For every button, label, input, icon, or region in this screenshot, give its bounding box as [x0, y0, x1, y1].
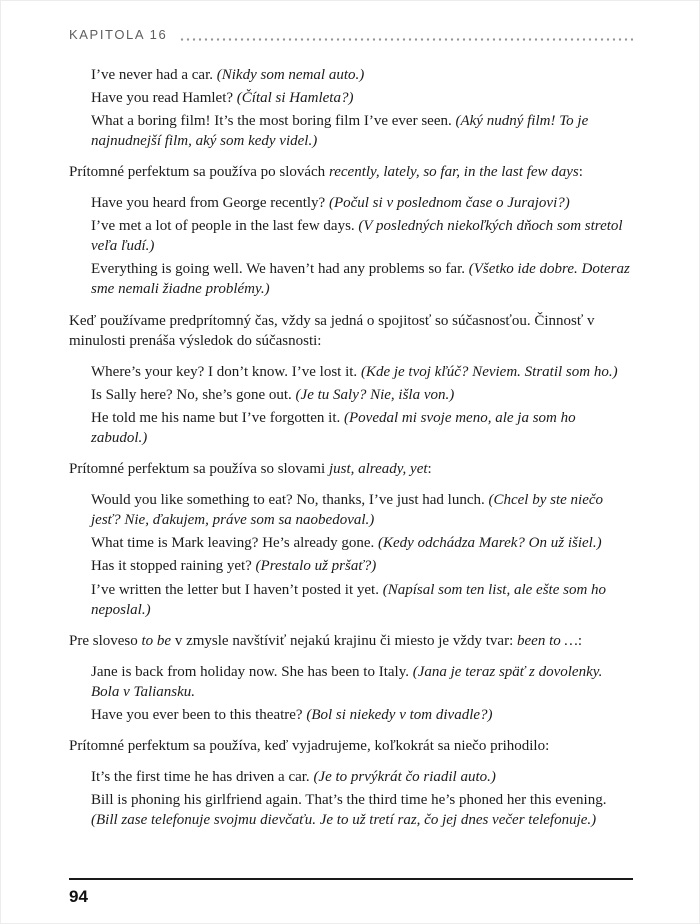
italic-text: (Aký nudný film! To je najnudnejší film, aký som kedy videl.) — [91, 112, 589, 149]
italic-text: been to … — [517, 632, 578, 649]
rule-paragraph — [69, 311, 633, 351]
roman-text: Where’s your key? I don’t know. I’ve lost it. — [91, 363, 361, 380]
footer-rule — [69, 878, 633, 880]
italic-text: (Všetko ide dobre. Doteraz sme nemali žiadne problémy.) — [91, 261, 630, 298]
example-item — [91, 111, 633, 151]
roman-text: Have you ever been to this theatre? — [91, 707, 307, 724]
roman-text: : — [578, 163, 583, 180]
italic-text: (Bol si niekedy v tom divadle?) — [306, 707, 493, 724]
italic-text: (V posledných niekoľkých dňoch som stretol veľa ľudí.) — [91, 218, 623, 255]
roman-text: : — [427, 461, 432, 478]
example-item — [91, 408, 633, 448]
roman-text: Everything is going well. We haven’t had any problems so far. — [91, 261, 469, 278]
rule-paragraph — [69, 736, 633, 756]
example-item — [91, 193, 633, 213]
italic-text: (Počul si v poslednom čase o Jurajovi?) — [328, 195, 570, 212]
roman-text: Prítomné perfektum sa používa so slovami — [69, 461, 329, 478]
roman-text: : — [577, 632, 582, 649]
rule-paragraph — [69, 631, 633, 651]
italic-text: (Čítal si Hamleta?) — [236, 89, 354, 106]
example-item — [91, 790, 633, 830]
example-group — [91, 490, 633, 620]
roman-text: It’s the first time he has driven a car. — [91, 769, 314, 786]
chapter-label: KAPITOLA 16 — [69, 27, 168, 42]
example-item — [91, 385, 633, 405]
example-group — [91, 767, 633, 830]
roman-text: Bill is phoning his girlfriend again. That’s the third time he’s phoned her this evening. — [91, 792, 607, 809]
example-group — [91, 193, 633, 299]
roman-text: He told me his name but I’ve forgotten it. — [91, 409, 345, 426]
italic-text: recently, lately, so far, in the last few days — [328, 163, 579, 180]
italic-text: (Je tu Saly? Nie, išla von.) — [295, 386, 455, 403]
roman-text: Keď používame predprítomný čas, vždy sa jedná o spojitosť so súčasnosťou. Činnosť v minulosti prenáša výsledok do súčasnosti: — [69, 312, 595, 349]
example-group — [91, 362, 633, 448]
example-item — [91, 259, 633, 299]
example-item — [91, 216, 633, 256]
example-item — [91, 88, 633, 108]
example-item — [91, 662, 633, 702]
roman-text: Would you like something to eat? No, thanks, I’ve just had lunch. — [91, 492, 489, 509]
roman-text: Have you read Hamlet? — [91, 89, 237, 106]
roman-text: Prítomné perfektum sa používa po slovách — [69, 163, 329, 180]
example-item — [91, 556, 633, 576]
example-item — [91, 490, 633, 530]
italic-text: (Prestalo už pršať?) — [255, 558, 377, 575]
rule-paragraph — [69, 459, 633, 479]
roman-text: Have you heard from George recently? — [91, 195, 329, 212]
italic-text: (Povedal mi svoje meno, ale ja som ho zabudol.) — [91, 409, 576, 446]
example-item — [91, 533, 633, 553]
roman-text: Has it stopped raining yet? — [91, 558, 256, 575]
example-item — [91, 580, 633, 620]
italic-text: to be — [141, 632, 172, 649]
page-footer — [69, 878, 633, 907]
example-item — [91, 705, 633, 725]
italic-text: (Bill zase telefonuje svojmu dievčaťu. Je to už tretí raz, čo jej dnes večer telefonuje.) — [91, 812, 597, 829]
rule-paragraph — [69, 162, 633, 182]
roman-text: What a boring film! It’s the most boring film I’ve ever seen. — [91, 112, 456, 129]
content — [69, 65, 633, 831]
italic-text: (Nikdy som nemal auto.) — [216, 66, 365, 83]
roman-text: Prítomné perfektum sa používa, keď vyjadrujeme, koľkokrát sa niečo prihodilo: — [69, 738, 550, 755]
italic-text: (Napísal som ten list, ale ešte som ho neposlal.) — [91, 581, 607, 618]
roman-text: Is Sally here? No, she’s gone out. — [91, 386, 296, 403]
roman-text: I’ve never had a car. — [91, 66, 217, 83]
roman-text: I’ve written the letter but I haven’t posted it yet. — [91, 581, 383, 598]
roman-text: What time is Mark leaving? He’s already gone. — [91, 535, 378, 552]
example-item — [91, 362, 633, 382]
roman-text: Pre sloveso — [69, 632, 142, 649]
page-number: 94 — [69, 887, 88, 906]
italic-text: (Je to prvýkrát čo riadil auto.) — [313, 769, 496, 786]
roman-text: v zmysle navštíviť nejakú krajinu či miesto je vždy tvar: — [171, 632, 517, 649]
italic-text: (Kde je tvoj kľúč? Neviem. Stratil som ho.) — [360, 363, 618, 380]
dotted-rule — [179, 38, 633, 41]
example-item — [91, 65, 633, 85]
example-item — [91, 767, 633, 787]
page-header — [69, 27, 633, 43]
example-group — [91, 662, 633, 725]
italic-text: just, already, yet — [328, 461, 428, 478]
italic-text: (Jana je teraz späť z dovolenky. Bola v Taliansku. — [91, 663, 603, 700]
italic-text: (Chcel by ste niečo jesť? Nie, ďakujem, práve som sa naobedoval.) — [91, 492, 604, 529]
roman-text: Jane is back from holiday now. She has been to Italy. — [91, 663, 413, 680]
example-group — [91, 65, 633, 151]
roman-text: I’ve met a lot of people in the last few days. — [91, 218, 359, 235]
italic-text: (Kedy odchádza Marek? On už išiel.) — [378, 535, 602, 552]
